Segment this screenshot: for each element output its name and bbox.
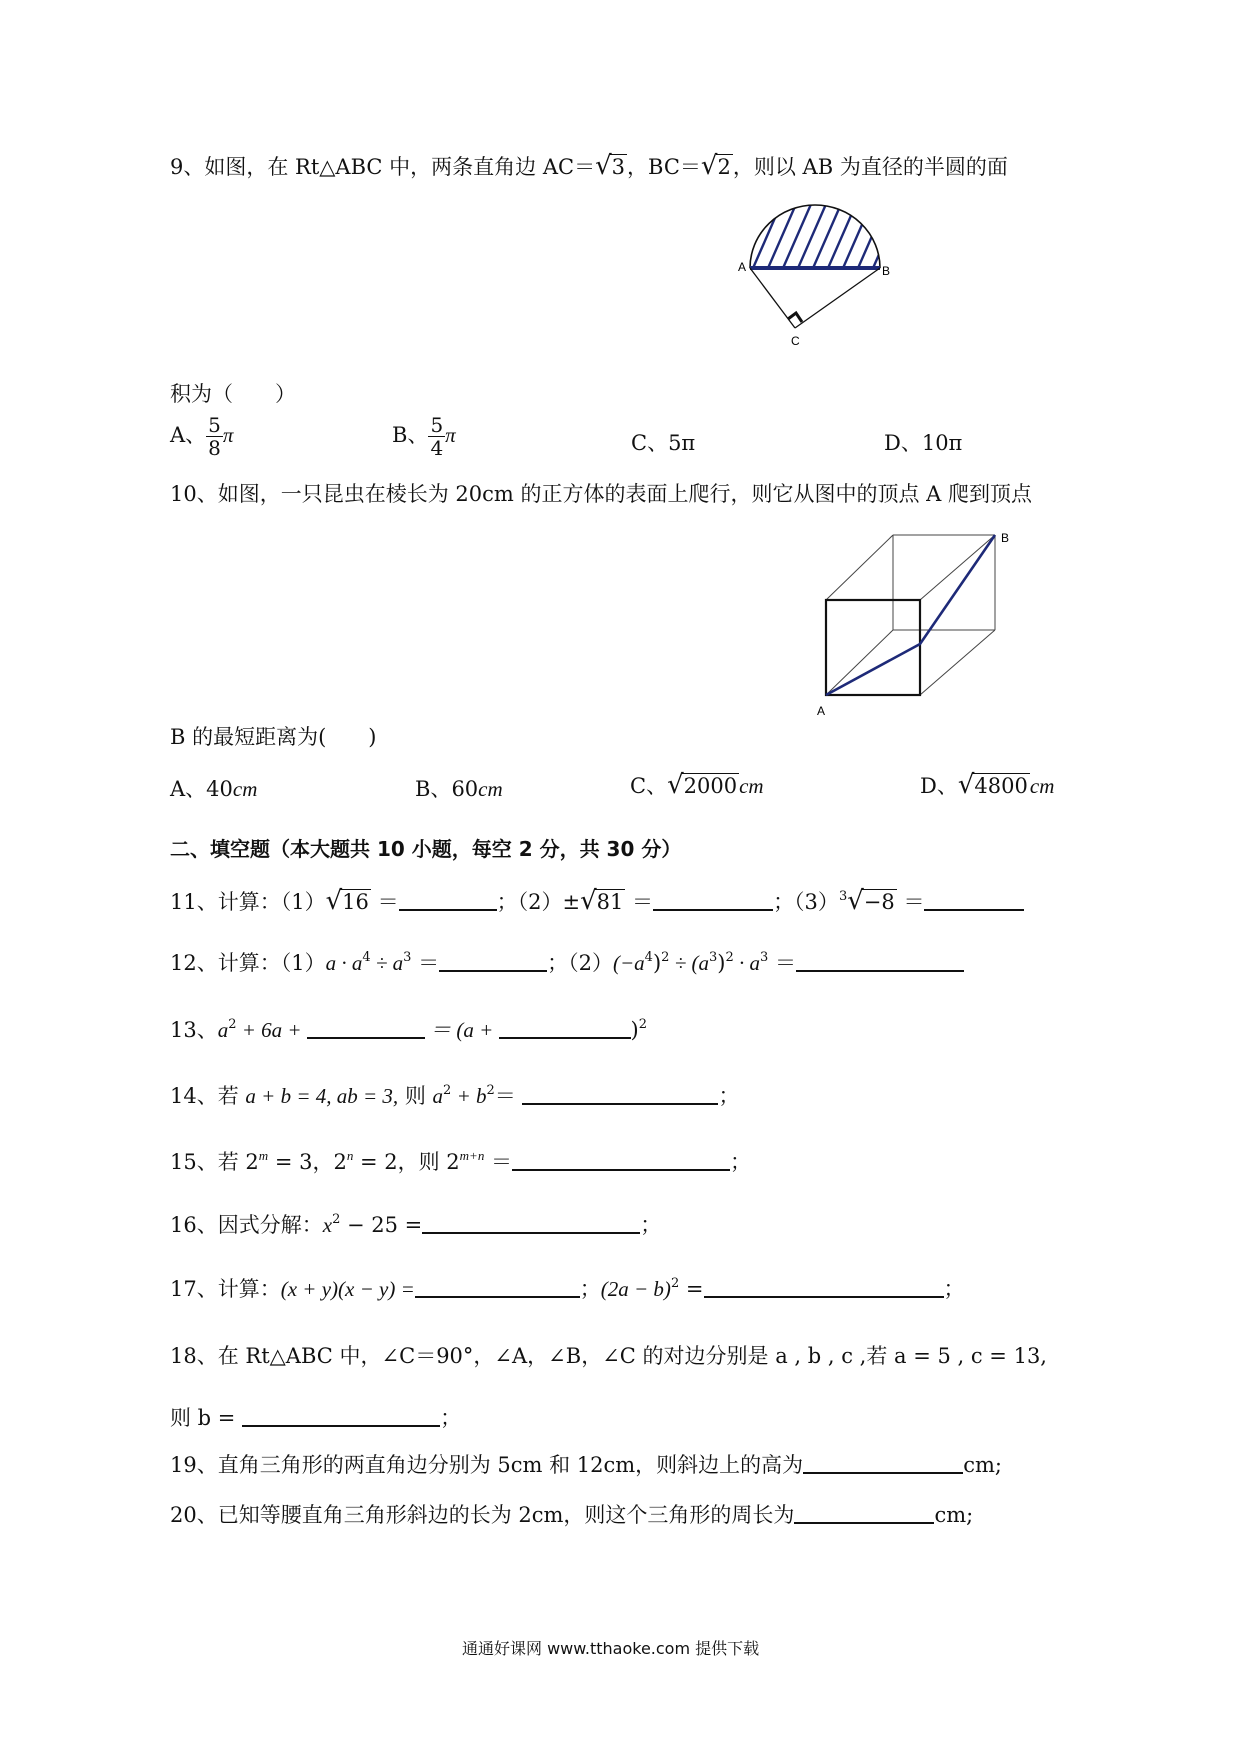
q20-line: 20、已知等腰直角三角形斜边的长为 2cm，则这个三角形的周长为 cm; bbox=[170, 1503, 974, 1527]
q15-blank[interactable] bbox=[512, 1149, 730, 1171]
q9-label-b: B bbox=[882, 264, 891, 278]
q10-option-d: D、√4800cm bbox=[920, 770, 1055, 800]
q19-line: 19、直角三角形的两直角边分别为 5cm 和 12cm，则斜边上的高为 cm; bbox=[170, 1453, 1002, 1477]
q12-blank-2[interactable] bbox=[796, 950, 964, 972]
q10-line1: 10、如图，一只昆虫在棱长为 20cm 的正方体的表面上爬行，则它从图中的顶点 A 爬到顶点 bbox=[170, 482, 1032, 506]
q9-label-a: A bbox=[738, 260, 747, 274]
q9-line2: 积为（ ） bbox=[170, 382, 296, 406]
q9-option-a: A、 $\frac{5}{8}$ π bbox=[170, 413, 234, 460]
q11-blank-2[interactable] bbox=[653, 889, 773, 911]
q17-blank-1[interactable] bbox=[415, 1276, 580, 1298]
q10-option-a: A、40cm bbox=[170, 777, 258, 801]
q10-label-a: A bbox=[817, 704, 826, 718]
q9-sqrt-ac: √3 bbox=[595, 151, 626, 181]
q14-blank[interactable] bbox=[522, 1083, 718, 1105]
q16-line: 16、因式分解：$x^2 - 25$ = ； bbox=[170, 1212, 662, 1237]
q10-line2: B 的最短距离为( ) bbox=[170, 725, 377, 749]
q9-option-d: D、10π bbox=[884, 431, 963, 455]
q9-option-c: C、5π bbox=[631, 431, 696, 455]
q10-option-b: B、60cm bbox=[415, 777, 503, 801]
q13-blank-1[interactable] bbox=[307, 1017, 425, 1039]
q9-line1 bbox=[170, 153, 1008, 180]
q12-line: 12、计算：$(1)a \cdot a^4 \div a^3$ ＝ ；$(2)(-a^4)^2 \div (a^3)^2 \cdot a^3$ ＝ bbox=[170, 950, 964, 976]
q9-prefix: 9、如图，在 Rt△ABC 中，两条直角边 AC＝ bbox=[170, 155, 596, 179]
q18-blank[interactable] bbox=[242, 1405, 440, 1427]
q10-option-c: C、√2000cm bbox=[630, 770, 764, 800]
q9-arc bbox=[750, 205, 880, 268]
q18-line2: 则 b = ； bbox=[170, 1406, 462, 1430]
q17-line: 17、计算：(x + y)(x − y) = ；$(2a - b)^2$ = ； bbox=[170, 1276, 965, 1301]
q9-option-b: B、 $\frac{5}{4}$ π bbox=[392, 413, 456, 460]
q9-side-bc bbox=[795, 268, 880, 328]
q20-blank[interactable] bbox=[794, 1502, 934, 1524]
q15-line: 15、若 $2^m = 3$，$2^n = 2$，则 $2^{m+n}$ ＝ ； bbox=[170, 1148, 752, 1174]
q14-line: 14、若 a + b = 4, ab = 3, 则 $a^2 + b^2=$ ； bbox=[170, 1083, 740, 1108]
q9-semicircle-figure bbox=[730, 195, 900, 355]
q11-blank-1[interactable] bbox=[399, 889, 497, 911]
q9-sqrt-bc: √2 bbox=[700, 151, 731, 181]
q9-label-c: C bbox=[791, 334, 800, 348]
q9-mid: ，BC＝ bbox=[627, 155, 701, 179]
q19-blank[interactable] bbox=[803, 1452, 963, 1474]
q10-label-b: B bbox=[1001, 531, 1010, 545]
q11-line: 11、计算：（1）√16 ＝ ；（2）±√81 ＝ ；$(3)^3√-8$ ＝ bbox=[170, 888, 1024, 915]
q16-blank[interactable] bbox=[422, 1212, 640, 1234]
q10-cube-figure bbox=[805, 520, 1015, 720]
q11-blank-3[interactable] bbox=[924, 889, 1024, 911]
page-footer: 通通好课网 www.tthaoke.com 提供下载 bbox=[462, 1639, 760, 1658]
q9-suffix: ，则以 AB 为直径的半圆的面 bbox=[732, 155, 1008, 179]
q18-line1: 18、在 Rt△ABC 中，∠C＝90°，∠A，∠B，∠C 的对边分别是 a , b , c ,若 a = 5 , c = 13, bbox=[170, 1344, 1047, 1368]
section2-title: 二、填空题（本大题共 10 小题，每空 2 分，共 30 分） bbox=[170, 837, 682, 861]
q13-blank-2[interactable] bbox=[499, 1017, 631, 1039]
q12-blank-1[interactable] bbox=[439, 950, 547, 972]
q17-blank-2[interactable] bbox=[704, 1276, 944, 1298]
q13-line: 13、$a^2 + 6a$ + ＝ $(a + )^2$ bbox=[170, 1017, 648, 1042]
